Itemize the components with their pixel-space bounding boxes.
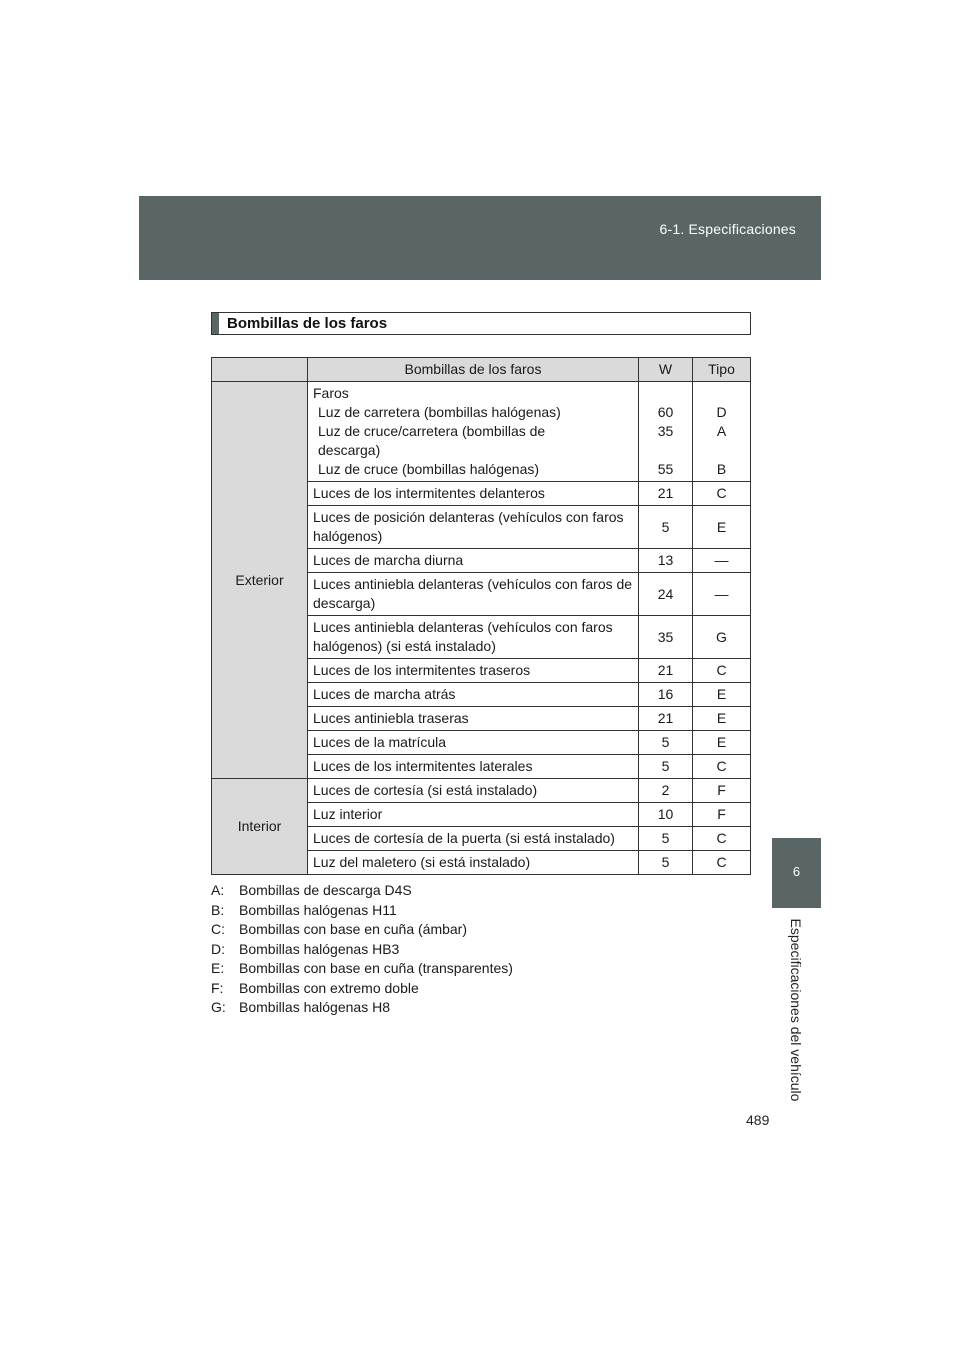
legend-text: Bombillas con extremo doble bbox=[239, 979, 419, 996]
chapter-number: 6 bbox=[792, 864, 801, 879]
bulb-type: E bbox=[693, 683, 751, 707]
legend-item bbox=[211, 881, 513, 901]
legend-text: Bombillas halógenas H8 bbox=[239, 999, 390, 1015]
bulb-type: G bbox=[693, 616, 751, 659]
bulb-type: C bbox=[693, 755, 751, 779]
chapter-side-label bbox=[786, 914, 806, 1106]
legend-text: Bombillas de descarga D4S bbox=[239, 882, 412, 898]
bulb-type: E bbox=[693, 506, 751, 549]
faros-title: Faros bbox=[313, 385, 349, 401]
chapter-title: Especificaciones del vehículo bbox=[788, 918, 804, 1102]
legend-text: Bombillas con base en cuña (transparentes) bbox=[239, 960, 513, 976]
table-row bbox=[212, 779, 751, 803]
watt-value bbox=[643, 441, 688, 460]
bulb-type: C bbox=[693, 659, 751, 683]
faros-line: descarga) bbox=[318, 442, 381, 458]
faros-line: Luz de cruce (bombillas halógenas) bbox=[318, 461, 540, 477]
bulb-watts: 2 bbox=[639, 779, 693, 803]
table-body bbox=[212, 382, 751, 875]
type-value: A bbox=[716, 423, 727, 439]
group-exterior: Exterior bbox=[212, 382, 308, 779]
bulb-type: C bbox=[693, 851, 751, 875]
bulb-watts: 21 bbox=[639, 482, 693, 506]
bulb-type: F bbox=[693, 803, 751, 827]
section-title-box bbox=[211, 312, 751, 335]
legend-item bbox=[211, 979, 513, 999]
faros-line: Luz de cruce/carretera (bombillas de bbox=[318, 423, 546, 439]
faros-types bbox=[693, 382, 751, 482]
section-title-marker bbox=[212, 313, 219, 334]
legend-item bbox=[211, 998, 513, 1018]
watt-value: 60 bbox=[657, 404, 674, 420]
bulb-type: F bbox=[693, 779, 751, 803]
bulbs-table bbox=[211, 357, 751, 875]
bulb-type: E bbox=[693, 731, 751, 755]
group-interior: Interior bbox=[212, 779, 308, 875]
bulb-type: C bbox=[693, 482, 751, 506]
bulb-description: Luz del maletero (si está instalado) bbox=[308, 851, 639, 875]
watt-value: 55 bbox=[657, 461, 674, 477]
faros-description bbox=[308, 382, 639, 482]
header-watts: W bbox=[639, 358, 693, 382]
bulb-description: Luces de marcha diurna bbox=[308, 549, 639, 573]
bulb-description: Luces de posición delanteras (vehículos con faros halógenos) bbox=[308, 506, 639, 549]
bulb-watts: 13 bbox=[639, 549, 693, 573]
legend-key: B: bbox=[211, 901, 225, 918]
bulb-type-legend bbox=[211, 881, 513, 1018]
bulb-watts: 5 bbox=[639, 731, 693, 755]
bulb-description: Luces de los intermitentes traseros bbox=[308, 659, 639, 683]
legend-text: Bombillas halógenas HB3 bbox=[239, 940, 400, 957]
bulb-watts: 5 bbox=[639, 827, 693, 851]
bulb-description: Luz interior bbox=[308, 803, 639, 827]
header-description: Bombillas de los faros bbox=[308, 358, 639, 382]
faros-line: Luz de carretera (bombillas halógenas) bbox=[318, 404, 561, 420]
header-type: Tipo bbox=[693, 358, 751, 382]
bulb-watts: 10 bbox=[639, 803, 693, 827]
section-header-label: 6-1. Especificaciones bbox=[659, 221, 796, 237]
bulb-description: Luces de la matrícula bbox=[308, 731, 639, 755]
legend-key: D: bbox=[211, 940, 225, 957]
legend-key: F: bbox=[211, 979, 224, 996]
type-value: D bbox=[716, 404, 727, 420]
bulb-watts: 5 bbox=[639, 506, 693, 549]
bulb-description: Luces de cortesía (si está instalado) bbox=[308, 779, 639, 803]
bulb-type: E bbox=[693, 707, 751, 731]
bulb-watts: 5 bbox=[639, 851, 693, 875]
watt-value: 35 bbox=[657, 423, 674, 439]
legend-key: E: bbox=[211, 960, 225, 976]
legend-text: Bombillas con base en cuña (ámbar) bbox=[239, 921, 468, 937]
legend-text: Bombillas halógenas H11 bbox=[239, 901, 397, 918]
page-number: 489 bbox=[746, 1112, 770, 1128]
legend-item bbox=[211, 901, 513, 921]
legend-item bbox=[211, 959, 513, 979]
bulb-type: C bbox=[693, 827, 751, 851]
page-header-band bbox=[139, 196, 821, 280]
legend-item bbox=[211, 920, 513, 940]
legend-item bbox=[211, 940, 513, 960]
bulb-description: Luces antiniebla delanteras (vehículos con faros halógenos) (si está instalado) bbox=[308, 616, 639, 659]
bulb-watts: 5 bbox=[639, 755, 693, 779]
bulb-description: Luces de marcha atrás bbox=[308, 683, 639, 707]
legend-key: C: bbox=[211, 921, 225, 937]
bulb-description: Luces antiniebla traseras bbox=[308, 707, 639, 731]
legend-key: G: bbox=[211, 999, 226, 1015]
faros-lines bbox=[313, 403, 634, 479]
table-header-row bbox=[212, 358, 751, 382]
type-value: B bbox=[716, 461, 727, 477]
type-value bbox=[697, 441, 746, 460]
table-row bbox=[212, 382, 751, 482]
chapter-tab bbox=[772, 838, 821, 908]
bulb-watts: 21 bbox=[639, 659, 693, 683]
bulb-watts: 35 bbox=[639, 616, 693, 659]
legend-key: A: bbox=[211, 882, 225, 898]
bulb-watts: 16 bbox=[639, 683, 693, 707]
bulb-description: Luces de los intermitentes delanteros bbox=[308, 482, 639, 506]
header-group bbox=[212, 358, 308, 382]
faros-watts bbox=[639, 382, 693, 482]
bulb-description: Luces de cortesía de la puerta (si está instalado) bbox=[308, 827, 639, 851]
bulb-description: Luces antiniebla delanteras (vehículos con faros de descarga) bbox=[308, 573, 639, 616]
section-title: Bombillas de los faros bbox=[227, 315, 388, 332]
bulb-watts: 24 bbox=[639, 573, 693, 616]
bulb-type: — bbox=[693, 549, 751, 573]
bulb-type: — bbox=[693, 573, 751, 616]
bulb-description: Luces de los intermitentes laterales bbox=[308, 755, 639, 779]
bulb-watts: 21 bbox=[639, 707, 693, 731]
